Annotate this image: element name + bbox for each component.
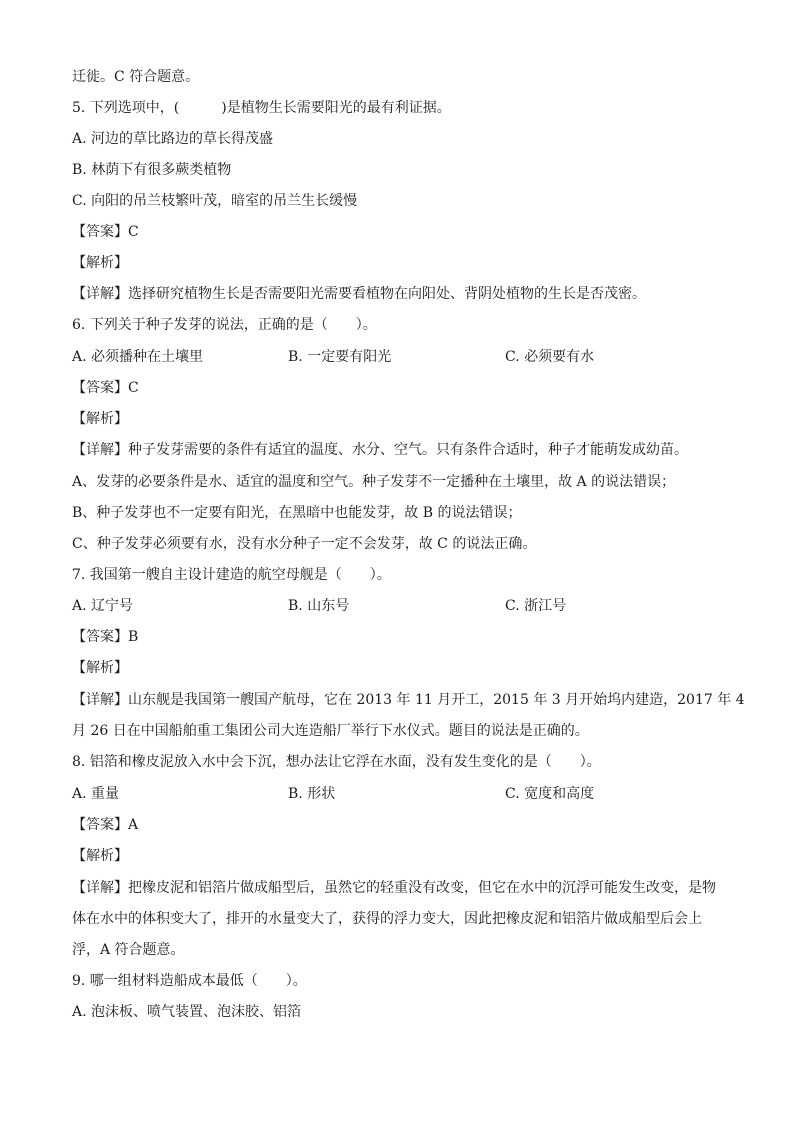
q6-detail: 【详解】种子发芽需要的条件有适宜的温度、水分、空气。只有条件合适时，种子才能萌发成幼苗。 [72, 442, 688, 458]
q6-answer: 【答案】C [72, 380, 139, 396]
q5-analysis-heading: 【解析】 [72, 255, 128, 271]
q8-answer: 【答案】A [72, 817, 139, 833]
q5-option-c: C. 向阳的吊兰枝繁叶茂，暗室的吊兰生长缓慢 [72, 193, 358, 209]
q6-detail-c: C、种子发芽必须要有水，没有水分种子一定不会发芽，故 C 的说法正确。 [72, 536, 537, 552]
q5-option-b: B. 林荫下有很多蕨类植物 [72, 162, 232, 178]
q6-option-b: B. 一定要有阳光 [288, 349, 392, 365]
q6-detail-a: A、发芽的必要条件是水、适宜的温度和空气。种子发芽不一定播种在土壤里，故 A 的说法错误； [72, 474, 676, 490]
q8-option-a: A. 重量 [72, 786, 120, 802]
question-8: 8. 铝箔和橡皮泥放入水中会下沉，想办法让它浮在水面，没有发生变化的是（ ）。 [72, 754, 601, 770]
q5-detail: 【详解】选择研究植物生长是否需要阳光需要看植物在向阳处、背阴处植物的生长是否茂密。 [72, 286, 646, 302]
question-9: 9. 哪一组材料造船成本最低（ ）。 [72, 973, 307, 989]
q7-option-a: A. 辽宁号 [72, 598, 134, 614]
text-line: 迁徙。C 符合题意。 [72, 69, 200, 85]
question-7: 7. 我国第一艘自主设计建造的航空母舰是（ ）。 [72, 567, 391, 583]
q8-detail: 【详解】把橡皮泥和铝箔片做成船型后，虽然它的轻重没有改变，但它在水中的沉浮可能发生改变，是物 [72, 880, 716, 896]
q8-option-b: B. 形状 [288, 786, 336, 802]
q8-analysis-heading: 【解析】 [72, 848, 128, 864]
q6-analysis-heading: 【解析】 [72, 411, 128, 427]
q5-option-a: A. 河边的草比路边的草长得茂盛 [72, 131, 274, 147]
question-5: 5. 下列选项中，( )是植物生长需要阳光的最有利证据。 [72, 100, 451, 116]
question-6: 6. 下列关于种子发芽的说法，正确的是（ ）。 [72, 317, 377, 333]
q7-option-b: B. 山东号 [288, 598, 350, 614]
q6-option-c: C. 必须要有水 [505, 349, 595, 365]
q9-option-a: A. 泡沫板、喷气装置、泡沫胶、铝箔 [72, 1004, 302, 1020]
q8-detail-cont: 体在水中的体积变大了，排开的水量变大了，获得的浮力变大，因此把橡皮泥和铝箔片做成船型后会上 [72, 911, 702, 927]
q7-answer: 【答案】B [72, 629, 139, 645]
q7-detail-cont: 月 26 日在中国船舶重工集团公司大连造船厂举行下水仪式。题目的说法是正确的。 [72, 723, 589, 739]
q6-detail-b: B、种子发芽也不一定要有阳光，在黑暗中也能发芽，故 B 的说法错误； [72, 505, 522, 521]
q7-detail: 【详解】山东舰是我国第一艘国产航母，它在 2013 年 11 月开工，2015 年 3 月开始坞内建造，2017 年 4 [72, 692, 745, 708]
q7-analysis-heading: 【解析】 [72, 660, 128, 676]
q6-option-a: A. 必须播种在土壤里 [72, 349, 204, 365]
q8-option-c: C. 宽度和高度 [505, 786, 595, 802]
q8-detail-end: 浮，A 符合题意。 [72, 942, 185, 958]
q7-option-c: C. 浙江号 [505, 598, 567, 614]
q5-answer: 【答案】C [72, 224, 139, 240]
